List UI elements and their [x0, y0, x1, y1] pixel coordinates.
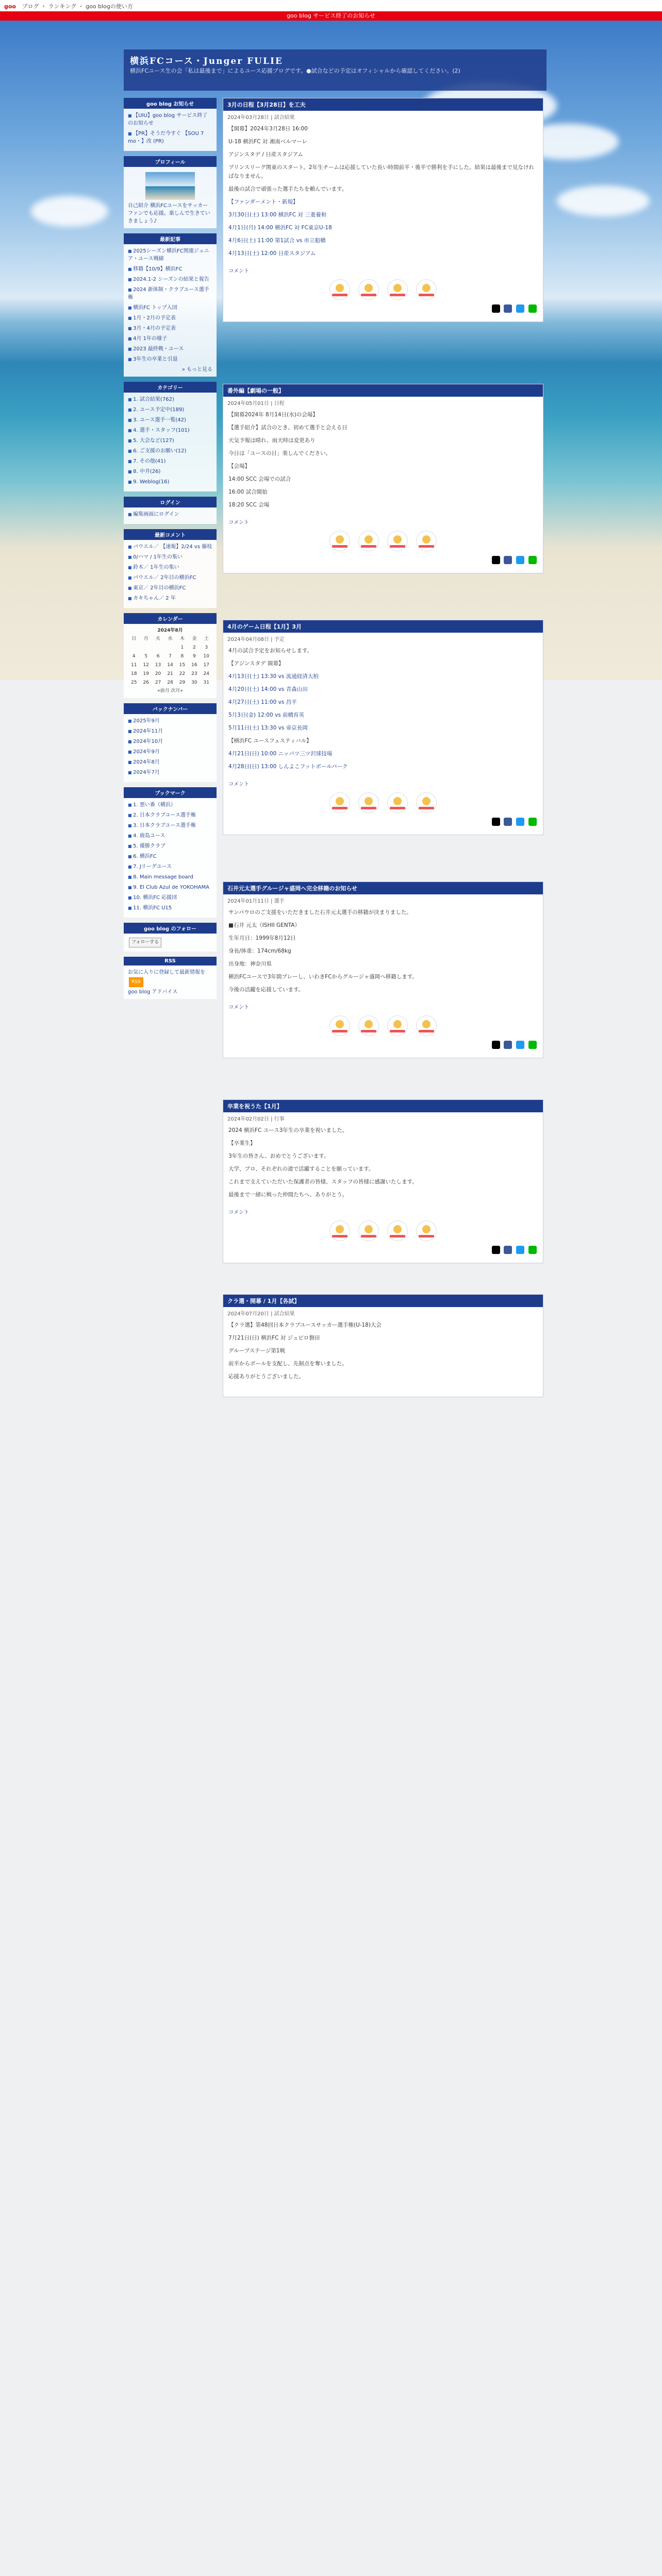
entry-date: 2024年03月28日 | 試合結果: [227, 115, 295, 121]
x-share-icon[interactable]: [492, 818, 500, 826]
calendar-day: 28: [167, 680, 173, 685]
profile-title: プロフィール: [124, 156, 217, 167]
reaction-icon[interactable]: [416, 1015, 437, 1036]
entry-date: 2024年07月20日 | 試合結果: [227, 1311, 295, 1317]
calendar-day: 29: [179, 680, 186, 685]
rss-box: [124, 957, 217, 999]
calendar-day: 7: [169, 654, 172, 659]
recent-item[interactable]: ■ 3月・4月の予定表: [128, 325, 212, 332]
entry-paragraph[interactable]: 4月13日(土) 12:00 日産スタジアム: [228, 250, 316, 257]
blog-entry: [223, 1099, 543, 1263]
follow-button[interactable]: フォローする: [129, 938, 161, 947]
bookmark-item[interactable]: ■ 1. 悪い番（横浜）: [128, 801, 212, 809]
share-buttons: [223, 304, 543, 314]
reaction-icon[interactable]: [358, 1221, 379, 1241]
entry-paragraph: 【開幕2024年 8月14日(水)の会場】: [228, 412, 318, 418]
calendar-day: 18: [130, 671, 137, 676]
entry-paragraph[interactable]: 4月21日(日) 10:00 ニッパツ三ツ沢球技場: [228, 751, 333, 757]
category-item[interactable]: ■ 4. 選手・スタッフ(101): [128, 427, 212, 434]
comment-item[interactable]: ■ カキちゃん／ 2 年: [128, 595, 212, 602]
twitter-share-icon[interactable]: [516, 304, 524, 313]
entry-title[interactable]: 4月のゲーム日程【1月】3月: [223, 620, 543, 633]
calendar-day: 4: [132, 654, 136, 659]
calendar-head: 金: [192, 636, 197, 641]
calendar-day: 9: [192, 654, 196, 659]
bottom-link[interactable]: goo blog アドバイス: [128, 989, 178, 995]
entry-paragraph: グループステージ第1戦: [228, 1348, 285, 1354]
reaction-icon[interactable]: [358, 1015, 379, 1036]
recent-item[interactable]: ■ 2024 新体制・クラブユース選手権: [128, 286, 212, 301]
calendar-day: 13: [155, 663, 161, 668]
calendar-head: 木: [179, 636, 185, 641]
line-share-icon[interactable]: [528, 1246, 537, 1254]
entry-paragraph[interactable]: 4月28日(日) 13:00 しんよこフットボールパーク: [228, 764, 348, 770]
calendar-head: 土: [204, 636, 209, 641]
comment-link[interactable]: コメント: [228, 782, 249, 787]
entry-body: [223, 904, 543, 1003]
calendar-day: 16: [191, 663, 197, 668]
reaction-icon[interactable]: [387, 531, 408, 551]
calendar-month: 2024年8月: [157, 628, 183, 633]
calendar-day: 20: [155, 671, 161, 676]
recent-item[interactable]: ■ 2025シーズン横浜FC関連ジュニア・ユース戦績: [128, 247, 212, 263]
bookmark-item[interactable]: ■ 5. 優勝クラブ: [128, 842, 212, 850]
reaction-icon[interactable]: [358, 531, 379, 551]
recent-more-link[interactable]: » もっと見る: [181, 367, 212, 372]
share-buttons: [223, 818, 543, 827]
entry-paragraph: 4月の試合予定をお知らせします。: [228, 648, 313, 654]
blog-entry: [223, 98, 543, 322]
entry-paragraph: 前半からボールを支配し、先制点を奪いました。: [228, 1361, 347, 1367]
comment-link[interactable]: コメント: [228, 1210, 249, 1215]
notice-box: [124, 98, 217, 151]
entry-paragraph: 【会場】: [228, 463, 250, 469]
calendar-day: 30: [191, 680, 197, 685]
calendar-day: 24: [203, 671, 209, 676]
calendar-day: 22: [179, 671, 186, 676]
notice-item[interactable]: ■ 【PR】そうだ今すぐ 【SOU 7 mo・】改 (PR): [128, 130, 212, 145]
reaction-icons: [223, 1015, 543, 1038]
rss-button[interactable]: RSS: [129, 977, 143, 987]
cloud-shape: [31, 196, 108, 227]
x-share-icon[interactable]: [492, 556, 500, 564]
comment-box: [124, 529, 217, 608]
facebook-share-icon[interactable]: [504, 556, 512, 564]
reaction-icon[interactable]: [416, 1221, 437, 1241]
backnumber-item[interactable]: ■ 2024年10月: [128, 738, 212, 745]
entry-paragraph: 3年生の皆さん、おめでとうございます。: [228, 1153, 329, 1159]
calendar-table: [128, 635, 212, 687]
facebook-share-icon[interactable]: [504, 304, 512, 313]
twitter-share-icon[interactable]: [516, 818, 524, 826]
comment-item[interactable]: ■ パウエル／ 【速報】2/24 vs 藤枝: [128, 543, 212, 551]
facebook-share-icon[interactable]: [504, 818, 512, 826]
bookmark-box: [124, 787, 217, 918]
entry-paragraph: 出身地：神奈川県: [228, 961, 272, 967]
sidebar: [124, 98, 217, 1004]
recent-item[interactable]: ■ 2023 最終戦・ユース: [128, 345, 212, 353]
comment-title: 最新コメント: [124, 529, 217, 540]
recent-item[interactable]: ■ 横浜FC トップ入団: [128, 304, 212, 312]
entry-paragraph: ■石井 元太（ISHII GENTA）: [228, 922, 300, 928]
calendar-day: 1: [180, 645, 184, 650]
main-content: [223, 98, 543, 1410]
category-item[interactable]: ■ 3. ユース選手一覧(42): [128, 416, 212, 424]
topbar-links: [4, 2, 133, 10]
entry-body: [223, 1122, 543, 1208]
entry-date: 2024年01月11日 | 選手: [227, 899, 285, 904]
entry-paragraph[interactable]: 4月27日(土) 11:00 vs 昌平: [228, 699, 297, 705]
entry-title[interactable]: クラ選・開幕 / 1月【各試】: [223, 1295, 543, 1307]
entry-date: 2024年02月02日 | 行事: [227, 1116, 285, 1122]
share-buttons: [223, 1246, 543, 1256]
bookmark-item[interactable]: ■ 2. 日本クラブユース選手権: [128, 811, 212, 819]
service-end-banner[interactable]: goo blog サービス終了のお知らせ: [0, 11, 662, 21]
entry-paragraph: 7月21日(日) 横浜FC 対 ジュビロ磐田: [228, 1335, 320, 1341]
entry-paragraph: 【選手紹介】試合のとき、初めて選手と会える日: [228, 425, 347, 431]
entry-paragraph: 身長/体重：174cm/68kg: [228, 948, 291, 954]
comment-link[interactable]: コメント: [228, 1005, 249, 1010]
blog-description: 横浜FCユース生の会「私は最後まで」によるユース応援ブログです。●試合などの予定はオフィシャルから確認してください。(2): [130, 67, 460, 74]
rss-title: RSS: [124, 957, 217, 965]
entry-paragraph: これまで支えていただいた保護者の皆様、スタッフの皆様に感謝いたします。: [228, 1179, 418, 1185]
recent-box: [124, 233, 217, 377]
entry-paragraph[interactable]: 5月3日(金) 12:00 vs 前橋育英: [228, 712, 305, 718]
reaction-icon[interactable]: [387, 279, 408, 300]
comment-item[interactable]: ■ 鈴木／ 1年生の集い: [128, 564, 212, 571]
calendar-head: 水: [168, 636, 173, 641]
entry-date: 2024年05月01日 | 日程: [227, 401, 285, 406]
entry-paragraph: 2024 横浜FC ユース3年生の卒業を祝いました。: [228, 1127, 348, 1133]
entry-title[interactable]: 卒業を祝うた【1月】: [223, 1100, 543, 1112]
notice-item[interactable]: ■ 【UIU】goo blog サービス終了のお知らせ: [128, 112, 212, 127]
entry-paragraph: 大学、プロ、それぞれの道で活躍することを願っています。: [228, 1166, 374, 1172]
recent-title: 最新記事: [124, 233, 217, 244]
calendar-day: [140, 643, 152, 652]
profile-image: [145, 172, 195, 200]
reaction-icon[interactable]: [358, 279, 379, 300]
category-item[interactable]: ■ 9. Weblog(16): [128, 478, 212, 486]
cloud-shape: [557, 185, 650, 216]
comment-link[interactable]: コメント: [228, 520, 249, 526]
calendar-title: カレンダー: [124, 613, 217, 624]
entry-body: [223, 406, 543, 518]
entry-paragraph: 横浜FCユースで3年間プレーし、いわきFCからグルージャ盛岡へ移籍します。: [228, 974, 418, 980]
topbar-nav[interactable]: ブログ ・ ランキング ・ goo blogの使い方: [22, 3, 133, 10]
entry-paragraph: 生年月日：1999年8月12日: [228, 935, 296, 941]
comment-link[interactable]: コメント: [228, 268, 249, 274]
calendar-day: 19: [143, 671, 149, 676]
entry-paragraph[interactable]: 4月1日(月) 14:00 横浜FC 対 FC東京U-18: [228, 225, 332, 231]
entry-paragraph: 【アジンスタデ 開幕】: [228, 660, 284, 667]
comment-item[interactable]: ■ 東京／ 2年目の横浜FC: [128, 584, 212, 592]
category-item[interactable]: ■ 5. 大会など(127): [128, 437, 212, 445]
entry-paragraph[interactable]: 3月30日(土) 13:00 横浜FC 対 三菱養和: [228, 212, 327, 218]
recent-item[interactable]: ■ 移籍【10/9】横浜FC: [128, 265, 212, 273]
x-share-icon[interactable]: [492, 304, 500, 313]
calendar-day: 6: [156, 654, 160, 659]
calendar-day: 25: [130, 680, 137, 685]
login-title: ログイン: [124, 497, 217, 507]
entry-paragraph: 【クラ選】第48回日本クラブユースサッカー選手権(U-18)大会: [228, 1322, 382, 1328]
bookmark-item[interactable]: ■ 7. Jリーグユース: [128, 863, 212, 871]
share-buttons: [223, 556, 543, 566]
profile-text: 自己紹介 横浜FCユースをサッカーファンでも応援。楽しんで生きていきましょう♪: [128, 203, 210, 224]
backnumber-box: [124, 703, 217, 782]
entry-paragraph: 今日は「ユースの日」楽しんでください。: [228, 450, 331, 456]
entry-paragraph: 16:00 試合開始: [228, 489, 268, 495]
comment-item[interactable]: ■ パウエル／ 2年目の横浜FC: [128, 574, 212, 582]
twitter-share-icon[interactable]: [516, 556, 524, 564]
reaction-icon[interactable]: [329, 1015, 350, 1036]
entry-paragraph: 最後まで一緒に戦った仲間たちへ、ありがとう。: [228, 1192, 347, 1198]
calendar-head: 月: [143, 636, 148, 641]
calendar-day: [128, 643, 140, 652]
calendar-day: 11: [130, 663, 137, 668]
backnumber-item[interactable]: ■ 2025年9月: [128, 717, 212, 725]
calendar-day: [164, 643, 176, 652]
calendar-day: 23: [191, 671, 197, 676]
calendar-nav[interactable]: «前月 次月»: [157, 688, 183, 693]
entry-paragraph: プリンスリーグ関東のスタート。2年生チームは応援していた長い時間前半・後半で勝利を手にした。結果は最後まで見なければなりません。: [228, 164, 534, 179]
calendar-day: [152, 643, 164, 652]
blog-entry: [223, 384, 543, 573]
entry-paragraph[interactable]: 4月6日(土) 11:00 第1試合 vs 市立船橋: [228, 238, 326, 244]
follow-title: goo blog のフォロー: [124, 923, 217, 934]
blog-entry: [223, 1294, 543, 1397]
blog-entry: [223, 620, 543, 835]
calendar-day: 26: [143, 680, 149, 685]
rss-text: お気に入りに登録して最新情報を: [128, 970, 205, 975]
line-share-icon[interactable]: [528, 1041, 537, 1049]
line-share-icon[interactable]: [528, 304, 537, 313]
entry-date: 2024年04月08日 | 予定: [227, 637, 285, 642]
reaction-icon[interactable]: [387, 1015, 408, 1036]
calendar-day: 17: [203, 663, 209, 668]
entry-paragraph: 最後の試合で頑張った選手たちを頼んでいます。: [228, 186, 347, 192]
entry-body: [223, 121, 543, 266]
facebook-share-icon[interactable]: [504, 1246, 512, 1254]
entry-paragraph: 応援ありがとうございました。: [228, 1374, 304, 1380]
bookmark-item[interactable]: ■ 8. Main message board: [128, 873, 212, 881]
bookmark-item[interactable]: ■ 3. 日本クラブユース選手権: [128, 822, 212, 829]
calendar-head: 火: [156, 636, 161, 641]
calendar-day: 10: [203, 654, 209, 659]
blog-header: [124, 49, 547, 91]
facebook-share-icon[interactable]: [504, 1041, 512, 1049]
calendar-day: 31: [203, 680, 209, 685]
calendar-day: 3: [205, 645, 208, 650]
share-buttons: [223, 1041, 543, 1050]
reaction-icon[interactable]: [387, 792, 408, 813]
reaction-icon[interactable]: [329, 792, 350, 813]
calendar-day: 12: [143, 663, 149, 668]
category-item[interactable]: ■ 2. ユース予定中(189): [128, 406, 212, 414]
login-link[interactable]: ■ 編集画面にログイン: [128, 511, 212, 518]
category-item[interactable]: ■ 7. その他(41): [128, 457, 212, 465]
entry-title[interactable]: 番外編【劇場の一般】: [223, 384, 543, 397]
entry-paragraph: サンパウロのご支援をいただきました石井元太選手の移籍が決まりました。: [228, 909, 412, 916]
entry-paragraph: 【横浜FC ユースフェスティバル】: [228, 738, 312, 744]
bookmark-item[interactable]: ■ 6. 横浜FC: [128, 853, 212, 860]
backnumber-item[interactable]: ■ 2024年8月: [128, 758, 212, 766]
calendar-day: 27: [155, 680, 161, 685]
calendar-head: 日: [131, 636, 137, 641]
recent-item[interactable]: ■ 3年生の卒業と引退: [128, 355, 212, 363]
twitter-share-icon[interactable]: [516, 1246, 524, 1254]
calendar-day: 5: [144, 654, 147, 659]
entry-paragraph: 天気予報は晴れ、雨天時は変更あり: [228, 437, 316, 444]
category-item[interactable]: ■ 8. 中井(26): [128, 468, 212, 476]
entry-title[interactable]: 石井元太選手グルージャ盛岡へ完全移籍のお知らせ: [223, 882, 543, 894]
category-title: カテゴリー: [124, 382, 217, 393]
login-box: [124, 497, 217, 524]
profile-box: [124, 156, 217, 228]
category-item[interactable]: ■ 6. ご支援のお願い(12): [128, 447, 212, 455]
calendar-day: 15: [179, 663, 186, 668]
recent-item[interactable]: ■ 2024.1-2 シーズンの結果と報告: [128, 276, 212, 283]
reaction-icon[interactable]: [387, 1221, 408, 1241]
entry-paragraph: 14:00 SCC 会場での試合: [228, 476, 291, 482]
bookmark-item[interactable]: ■ 9. El Club Azul de YOKOHAMA: [128, 884, 212, 891]
line-share-icon[interactable]: [528, 818, 537, 826]
category-box: [124, 382, 217, 492]
twitter-share-icon[interactable]: [516, 1041, 524, 1049]
category-item[interactable]: ■ 1. 試合結果(762): [128, 396, 212, 403]
reaction-icons: [223, 1221, 543, 1243]
entry-body: [223, 1317, 543, 1389]
backnumber-item[interactable]: ■ 2024年11月: [128, 727, 212, 735]
recent-item[interactable]: ■ 4月 1年の様子: [128, 335, 212, 343]
bookmark-title: ブックマーク: [124, 787, 217, 798]
reaction-icon[interactable]: [358, 792, 379, 813]
reaction-icons: [223, 279, 543, 301]
entry-paragraph: 今後の活躍を応援しています。: [228, 987, 304, 993]
follow-box: [124, 923, 217, 952]
reaction-icon[interactable]: [329, 279, 350, 300]
goo-logo[interactable]: goo: [4, 3, 16, 10]
service-topbar: [0, 0, 662, 19]
entry-paragraph[interactable]: 4月20日(土) 14:00 vs 青森山田: [228, 686, 308, 692]
blog-title[interactable]: 横浜FCコース・Junger FULIE: [130, 56, 283, 66]
calendar-day: 2: [192, 645, 196, 650]
entry-paragraph: 【開幕】2024年3月28日 16:00: [228, 126, 308, 132]
blog-entry: [223, 882, 543, 1058]
entry-paragraph: 【卒業生】: [228, 1140, 256, 1146]
reaction-icon[interactable]: [416, 792, 437, 813]
entry-body: [223, 642, 543, 779]
comment-item[interactable]: ■ 0/ハマ / 1年生の集い: [128, 553, 212, 561]
entry-paragraph: アジンスタデ / 日産スタジアム: [228, 151, 303, 158]
bookmark-item[interactable]: ■ 4. 鹿島ユース: [128, 832, 212, 840]
notice-title: goo blog お知らせ: [124, 98, 217, 109]
entry-paragraph[interactable]: 【ファンダーメント・新規】: [228, 199, 299, 205]
x-share-icon[interactable]: [492, 1041, 500, 1049]
calendar-box: [124, 613, 217, 698]
reaction-icon[interactable]: [416, 531, 437, 551]
recent-item[interactable]: ■ 1月・2月の予定表: [128, 314, 212, 322]
calendar-day: 8: [180, 654, 184, 659]
reaction-icon[interactable]: [416, 279, 437, 300]
x-share-icon[interactable]: [492, 1246, 500, 1254]
line-share-icon[interactable]: [528, 556, 537, 564]
reaction-icons: [223, 531, 543, 553]
bookmark-item[interactable]: ■ 11. 横浜FC U15: [128, 904, 212, 912]
entry-paragraph[interactable]: 4月13日(土) 13:30 vs 流通経済大柏: [228, 673, 319, 680]
backnumber-item[interactable]: ■ 2024年9月: [128, 748, 212, 756]
entry-title[interactable]: 3月の日程【3月28日】を工夫: [223, 98, 543, 111]
bookmark-item[interactable]: ■ 10. 横浜FC 応援団: [128, 894, 212, 902]
calendar-day: 14: [167, 663, 173, 668]
reaction-icon[interactable]: [329, 531, 350, 551]
entry-paragraph[interactable]: 5月11日(土) 13:30 vs 帝京長岡: [228, 725, 308, 731]
calendar-day: 21: [167, 671, 173, 676]
entry-paragraph: U-18 横浜FC 対 湘南ベルマーレ: [228, 139, 308, 145]
backnumber-item[interactable]: ■ 2024年7月: [128, 769, 212, 776]
reaction-icon[interactable]: [329, 1221, 350, 1241]
entry-paragraph: 18:20 SCC 会場: [228, 502, 270, 508]
reaction-icons: [223, 792, 543, 815]
backnumber-title: バックナンバー: [124, 703, 217, 714]
